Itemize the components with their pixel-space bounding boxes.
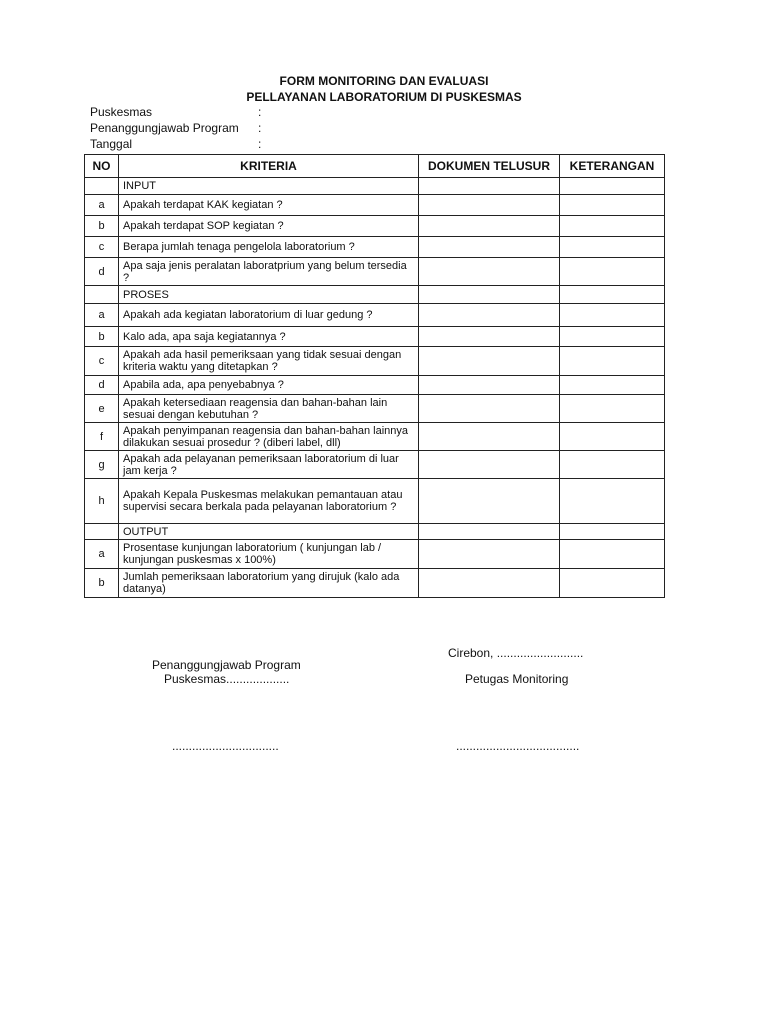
keterangan-cell[interactable] — [560, 286, 665, 304]
info-colon: : — [258, 137, 262, 151]
table-row — [85, 195, 665, 216]
col-header-dokumen: DOKUMEN TELUSUR — [419, 155, 560, 178]
row-number — [85, 286, 119, 304]
row-number: b — [85, 569, 119, 598]
row-number: g — [85, 451, 119, 479]
dokumen-telusur-cell[interactable] — [419, 524, 560, 540]
keterangan-cell[interactable] — [560, 540, 665, 569]
criteria-text: Apa saja jenis peralatan laboratprium yang belum tersedia ? — [119, 258, 419, 286]
section-label: INPUT — [119, 178, 419, 195]
table-row — [85, 237, 665, 258]
keterangan-cell[interactable] — [560, 569, 665, 598]
row-number: c — [85, 237, 119, 258]
table-row — [85, 347, 665, 376]
dokumen-telusur-cell[interactable] — [419, 237, 560, 258]
dokumen-telusur-cell[interactable] — [419, 216, 560, 237]
criteria-text: Apakah penyimpanan reagensia dan bahan-bahan lainnya dilakukan sesuai prosedur ? (diberi label, dll) — [119, 423, 419, 451]
row-number: f — [85, 423, 119, 451]
form-subtitle: PELLAYANAN LABORATORIUM DI PUSKESMAS — [246, 90, 522, 104]
form-title: FORM MONITORING DAN EVALUASI — [279, 74, 489, 88]
dokumen-telusur-cell[interactable] — [419, 258, 560, 286]
info-colon: : — [258, 105, 262, 119]
section-row — [85, 524, 665, 540]
city-date: Cirebon, .......................... — [448, 646, 584, 660]
dokumen-telusur-cell[interactable] — [419, 540, 560, 569]
keterangan-cell[interactable] — [560, 423, 665, 451]
table-row — [85, 423, 665, 451]
right-signature-line: ..................................... — [456, 739, 580, 753]
right-signer-title: Petugas Monitoring — [465, 672, 569, 686]
row-number: d — [85, 258, 119, 286]
keterangan-cell[interactable] — [560, 327, 665, 347]
dokumen-telusur-cell[interactable] — [419, 569, 560, 598]
row-number — [85, 178, 119, 195]
dokumen-telusur-cell[interactable] — [419, 304, 560, 327]
criteria-text: Apakah terdapat KAK kegiatan ? — [119, 195, 419, 216]
row-number: c — [85, 347, 119, 376]
criteria-text: Prosentase kunjungan laboratorium ( kunjungan lab / kunjungan puskesmas x 100%) — [119, 540, 419, 569]
col-header-keterangan: KETERANGAN — [560, 155, 665, 178]
dokumen-telusur-cell[interactable] — [419, 479, 560, 524]
criteria-text: Apakah ada kegiatan laboratorium di luar gedung ? — [119, 304, 419, 327]
table-header-row — [85, 155, 665, 178]
table-row — [85, 395, 665, 423]
info-label: Penanggungjawab Program — [90, 121, 239, 135]
criteria-text: Apakah ketersediaan reagensia dan bahan-bahan lain sesuai dengan kebutuhan ? — [119, 395, 419, 423]
table-row — [85, 327, 665, 347]
table-row — [85, 479, 665, 524]
keterangan-cell[interactable] — [560, 178, 665, 195]
info-colon: : — [258, 121, 262, 135]
dokumen-telusur-cell[interactable] — [419, 451, 560, 479]
row-number — [85, 524, 119, 540]
criteria-text: Jumlah pemeriksaan laboratorium yang dirujuk (kalo ada datanya) — [119, 569, 419, 598]
monitoring-table — [84, 154, 665, 598]
section-label: OUTPUT — [119, 524, 419, 540]
keterangan-cell[interactable] — [560, 304, 665, 327]
dokumen-telusur-cell[interactable] — [419, 395, 560, 423]
table-row — [85, 258, 665, 286]
criteria-text: Kalo ada, apa saja kegiatannya ? — [119, 327, 419, 347]
row-number: b — [85, 216, 119, 237]
info-puskesmas — [90, 105, 261, 119]
table-row — [85, 216, 665, 237]
section-row — [85, 286, 665, 304]
col-header-kriteria: KRITERIA — [119, 155, 419, 178]
dokumen-telusur-cell[interactable] — [419, 347, 560, 376]
info-label: Puskesmas — [90, 105, 153, 119]
keterangan-cell[interactable] — [560, 195, 665, 216]
table-row — [85, 304, 665, 327]
info-penanggungjawab — [90, 121, 261, 135]
row-number: e — [85, 395, 119, 423]
table-row — [85, 540, 665, 569]
dokumen-telusur-cell[interactable] — [419, 376, 560, 395]
row-number: a — [85, 304, 119, 327]
criteria-text: Berapa jumlah tenaga pengelola laboratorium ? — [119, 237, 419, 258]
keterangan-cell[interactable] — [560, 258, 665, 286]
row-number: h — [85, 479, 119, 524]
keterangan-cell[interactable] — [560, 395, 665, 423]
dokumen-telusur-cell[interactable] — [419, 327, 560, 347]
criteria-text: Apakah ada hasil pemeriksaan yang tidak sesuai dengan kriteria waktu yang ditetapkan ? — [119, 347, 419, 376]
keterangan-cell[interactable] — [560, 216, 665, 237]
keterangan-cell[interactable] — [560, 347, 665, 376]
dokumen-telusur-cell[interactable] — [419, 423, 560, 451]
dokumen-telusur-cell[interactable] — [419, 178, 560, 195]
criteria-text: Apakah ada pelayanan pemeriksaan laboratorium di luar jam kerja ? — [119, 451, 419, 479]
row-number: d — [85, 376, 119, 395]
info-label: Tanggal — [90, 137, 133, 151]
left-signer-title: Penanggungjawab Program — [152, 658, 301, 672]
row-number: a — [85, 195, 119, 216]
row-number: b — [85, 327, 119, 347]
table-row — [85, 451, 665, 479]
keterangan-cell[interactable] — [560, 524, 665, 540]
left-signer-subtitle: Puskesmas................... — [164, 672, 290, 686]
row-number: a — [85, 540, 119, 569]
keterangan-cell[interactable] — [560, 237, 665, 258]
info-tanggal — [90, 137, 261, 151]
criteria-text: Apakah Kepala Puskesmas melakukan pemantauan atau supervisi secara berkala pada pelayanan laboratorium ? — [119, 479, 419, 524]
keterangan-cell[interactable] — [560, 376, 665, 395]
keterangan-cell[interactable] — [560, 479, 665, 524]
criteria-text: Apabila ada, apa penyebabnya ? — [119, 376, 419, 395]
left-signature-line: ................................ — [172, 739, 279, 753]
criteria-text: Apakah terdapat SOP kegiatan ? — [119, 216, 419, 237]
col-header-no: NO — [85, 155, 119, 178]
table-row — [85, 569, 665, 598]
section-label: PROSES — [119, 286, 419, 304]
dokumen-telusur-cell[interactable] — [419, 195, 560, 216]
table-row — [85, 376, 665, 395]
keterangan-cell[interactable] — [560, 451, 665, 479]
dokumen-telusur-cell[interactable] — [419, 286, 560, 304]
section-row — [85, 178, 665, 195]
